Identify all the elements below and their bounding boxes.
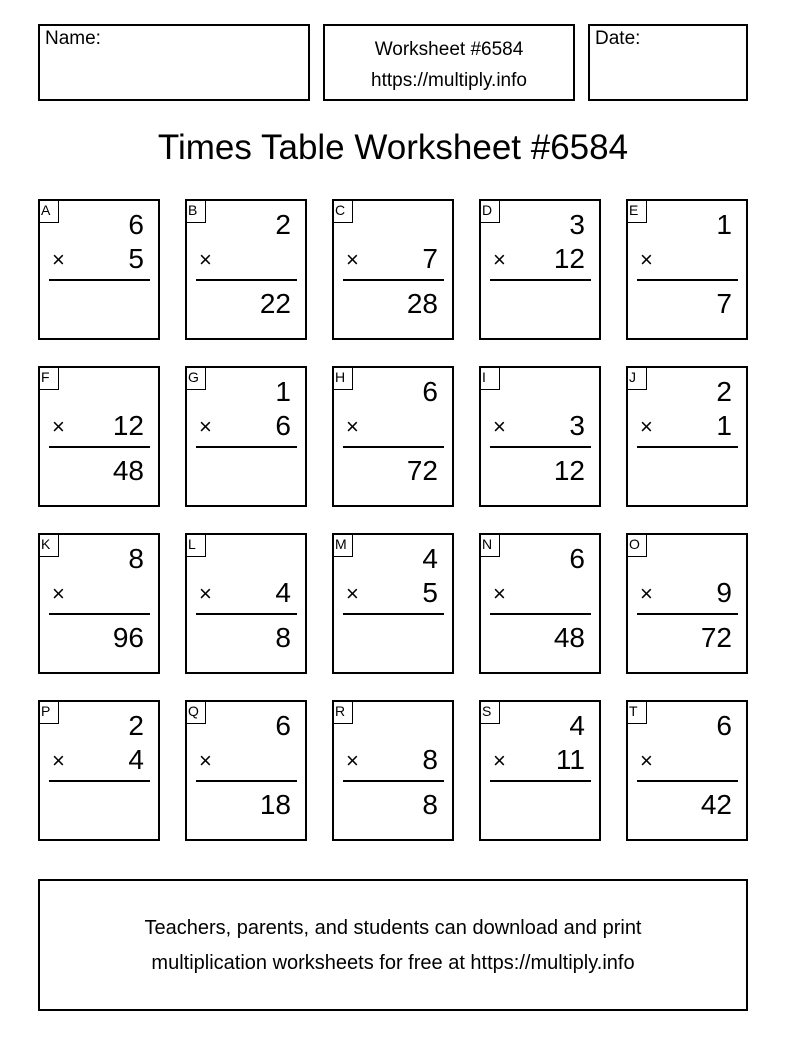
problem-card <box>38 533 160 674</box>
problem-label: K <box>38 533 59 557</box>
answer-line <box>49 613 150 615</box>
first-factor: 6 <box>128 209 144 240</box>
problem-label: N <box>479 533 500 557</box>
problem-card <box>185 533 307 674</box>
problem-label: P <box>38 700 59 724</box>
answer-line <box>49 446 150 448</box>
first-factor: 3 <box>569 209 585 240</box>
worksheet-number: Worksheet #6584 <box>374 39 524 60</box>
problem-label: S <box>479 700 500 724</box>
first-factor: 2 <box>716 376 732 407</box>
problem-label: C <box>332 199 353 223</box>
answer-line <box>196 446 297 448</box>
multiply-sign: × <box>640 748 653 773</box>
multiply-sign: × <box>346 247 359 272</box>
problem-label: R <box>332 700 353 724</box>
page-title: Times Table Worksheet #6584 <box>157 128 629 167</box>
multiply-sign: × <box>346 581 359 606</box>
answer-line <box>490 446 591 448</box>
problem-label: L <box>185 533 206 557</box>
problem-card <box>38 366 160 507</box>
multiply-sign: × <box>493 414 506 439</box>
problem-label: B <box>185 199 206 223</box>
first-factor: 1 <box>275 376 291 407</box>
second-factor: 6 <box>275 410 291 441</box>
first-factor: 6 <box>716 710 732 741</box>
problem-label: G <box>185 366 206 390</box>
answer-line <box>637 780 738 782</box>
answer-line <box>490 613 591 615</box>
second-factor: 5 <box>128 243 144 274</box>
problem-card <box>626 533 748 674</box>
problem-label: H <box>332 366 353 390</box>
first-factor: 4 <box>569 710 585 741</box>
product: 96 <box>112 622 144 653</box>
answer-line <box>490 279 591 281</box>
name-field[interactable] <box>38 24 310 101</box>
problem-label: M <box>332 533 353 557</box>
multiply-sign: × <box>52 414 65 439</box>
first-factor: 1 <box>716 209 732 240</box>
multiply-sign: × <box>346 748 359 773</box>
first-factor: 4 <box>422 543 438 574</box>
second-factor: 7 <box>422 243 438 274</box>
multiply-sign: × <box>640 247 653 272</box>
second-factor: 12 <box>112 410 144 441</box>
multiply-sign: × <box>346 414 359 439</box>
answer-line <box>196 613 297 615</box>
problem-card <box>479 533 601 674</box>
answer-line <box>343 446 444 448</box>
multiply-sign: × <box>199 414 212 439</box>
first-factor: 6 <box>275 710 291 741</box>
second-factor: 5 <box>422 577 438 608</box>
product: 72 <box>700 622 732 653</box>
second-factor: 3 <box>569 410 585 441</box>
worksheet-url: https://multiply.info <box>371 70 527 91</box>
multiply-sign: × <box>52 247 65 272</box>
multiply-sign: × <box>640 414 653 439</box>
answer-line <box>196 780 297 782</box>
product: 48 <box>553 622 585 653</box>
multiply-sign: × <box>493 581 506 606</box>
product: 48 <box>112 455 144 486</box>
product: 28 <box>406 288 438 319</box>
second-factor: 9 <box>716 577 732 608</box>
multiply-sign: × <box>199 247 212 272</box>
problem-label: F <box>38 366 59 390</box>
problem-card <box>332 700 454 841</box>
answer-line <box>343 780 444 782</box>
answer-line <box>196 279 297 281</box>
second-factor: 8 <box>422 744 438 775</box>
problem-card <box>626 199 748 340</box>
problem-card <box>185 199 307 340</box>
multiply-sign: × <box>52 748 65 773</box>
problem-card <box>332 366 454 507</box>
problem-label: D <box>479 199 500 223</box>
date-label: Date: <box>595 28 641 49</box>
second-factor: 4 <box>275 577 291 608</box>
second-factor: 12 <box>553 243 585 274</box>
multiply-sign: × <box>199 581 212 606</box>
problem-card <box>332 533 454 674</box>
multiply-sign: × <box>199 748 212 773</box>
problem-card <box>332 199 454 340</box>
footer-box <box>38 879 748 1011</box>
product: 72 <box>406 455 438 486</box>
second-factor: 11 <box>555 744 585 775</box>
multiply-sign: × <box>52 581 65 606</box>
problem-label: J <box>626 366 647 390</box>
answer-line <box>637 613 738 615</box>
first-factor: 6 <box>422 376 438 407</box>
problem-card <box>479 199 601 340</box>
footer-line-2: multiplication worksheets for free at https://multiply.info <box>151 952 635 974</box>
problem-label: Q <box>185 700 206 724</box>
problem-card <box>185 700 307 841</box>
answer-line <box>490 780 591 782</box>
product: 7 <box>716 288 732 319</box>
first-factor: 2 <box>275 209 291 240</box>
first-factor: 2 <box>128 710 144 741</box>
problem-card <box>626 366 748 507</box>
first-factor: 6 <box>569 543 585 574</box>
multiply-sign: × <box>493 247 506 272</box>
problem-label: E <box>626 199 647 223</box>
problem-label: T <box>626 700 647 724</box>
product: 18 <box>259 789 291 820</box>
problem-card <box>38 700 160 841</box>
problem-card <box>479 366 601 507</box>
product: 8 <box>275 622 291 653</box>
second-factor: 1 <box>716 410 732 441</box>
problem-card <box>479 700 601 841</box>
answer-line <box>343 279 444 281</box>
problem-label: O <box>626 533 647 557</box>
second-factor: 4 <box>128 744 144 775</box>
multiply-sign: × <box>493 748 506 773</box>
first-factor: 8 <box>128 543 144 574</box>
product: 42 <box>700 789 732 820</box>
footer-line-1: Teachers, parents, and students can download and print <box>144 917 642 939</box>
answer-line <box>637 279 738 281</box>
answer-line <box>49 279 150 281</box>
date-field[interactable] <box>588 24 748 101</box>
product: 12 <box>553 455 585 486</box>
name-label: Name: <box>45 28 101 49</box>
product: 8 <box>422 789 438 820</box>
problem-card <box>626 700 748 841</box>
worksheet-info-box <box>323 24 575 101</box>
answer-line <box>637 446 738 448</box>
answer-line <box>49 780 150 782</box>
problem-label: I <box>479 366 500 390</box>
problem-card <box>38 199 160 340</box>
product: 22 <box>259 288 291 319</box>
problem-label: A <box>38 199 59 223</box>
problem-card <box>185 366 307 507</box>
multiply-sign: × <box>640 581 653 606</box>
answer-line <box>343 613 444 615</box>
